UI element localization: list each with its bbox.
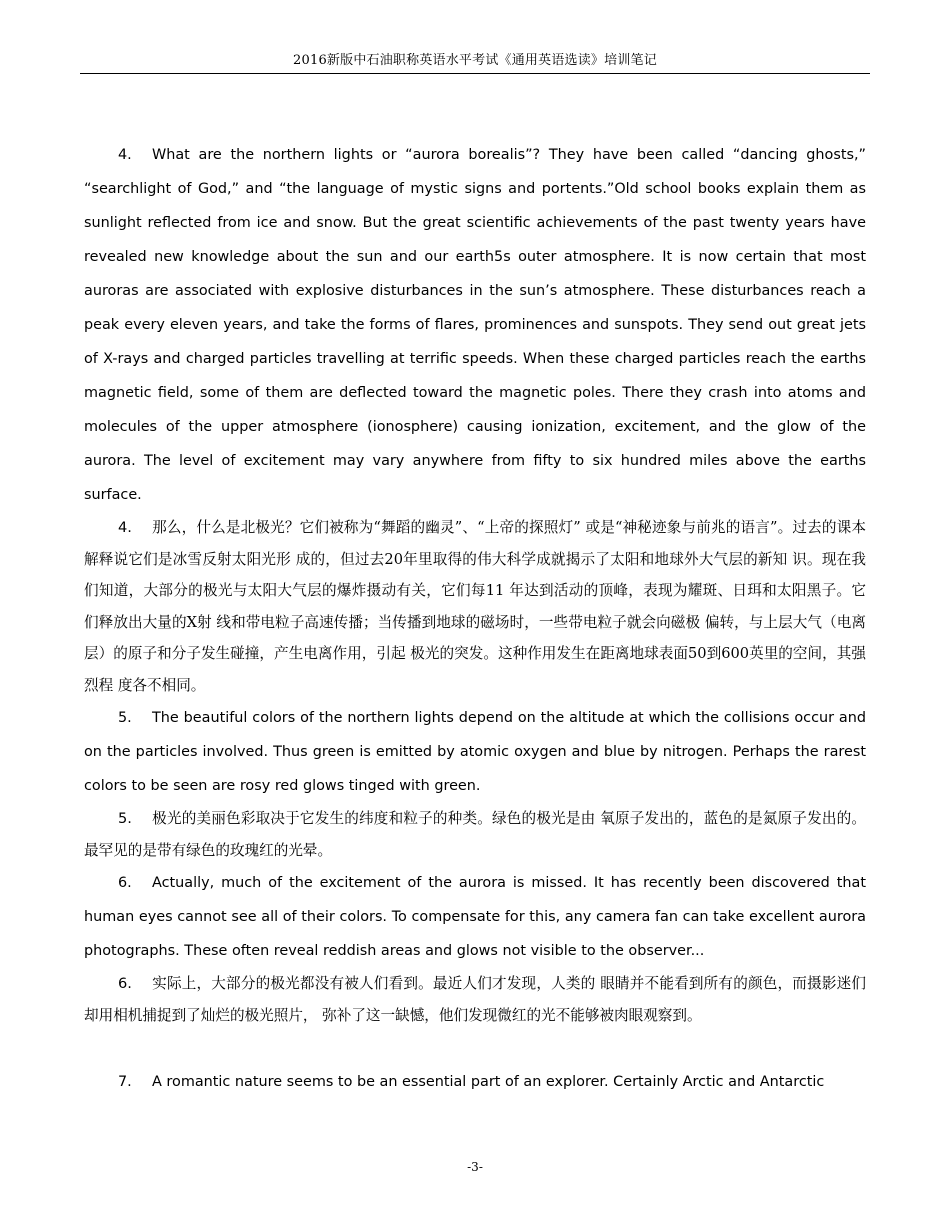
header-divider — [80, 73, 870, 74]
page-number: -3- — [467, 1160, 483, 1174]
paragraph-number: 5. — [118, 810, 132, 827]
paragraph-4-english — [84, 138, 866, 512]
paragraph-6-chinese — [84, 968, 866, 1031]
paragraph-text: 极光的美丽色彩取决于它发生的纬度和粒子的种类。绿色的极光是由 氧原子发出的，蓝色的是氮原子发出的。最罕见的是带有绿色的玫瑰红的光晕。 — [84, 810, 866, 859]
paragraph-5-english — [84, 701, 866, 803]
paragraph-number: 4. — [118, 519, 132, 536]
document-body — [84, 138, 866, 1099]
paragraph-number: 6. — [118, 975, 132, 992]
paragraph-text: 实际上，大部分的极光都没有被人们看到。最近人们才发现，人类的 眼睛并不能看到所有的颜色，而摄影迷们却用相机捕捉到了灿烂的极光照片， 弥补了这一缺憾，他们发现微红的光不能够被肉眼观察到。 — [84, 975, 866, 1024]
page-header-title: 2016新版中石油职称英语水平考试《通用英语选读》培训笔记 — [293, 53, 657, 68]
paragraph-text: A romantic nature seems to be an essential part of an explorer. Certainly Arctic and Antarctic — [152, 1074, 825, 1090]
paragraph-6-english — [84, 866, 866, 968]
paragraph-text: Actually, much of the excitement of the aurora is missed. It has recently been discovered that human eyes cannot see all of their colors. To compensate for this, any camera fan can take excellent aurora photographs. These often reveal reddish areas and glows not visible to the observer... — [84, 875, 866, 959]
paragraph-number: 7. — [118, 1074, 132, 1090]
paragraph-number: 6. — [118, 875, 132, 891]
paragraph-spacer — [84, 1031, 866, 1065]
paragraph-number: 5. — [118, 710, 132, 726]
paragraph-text: The beautiful colors of the northern lights depend on the altitude at which the collisions occur and on the particles involved. Thus green is emitted by atomic oxygen and blue by nitrogen. Perhaps the rarest colors to be seen are rosy red glows tinged with green. — [84, 710, 866, 794]
paragraph-text: 那么，什么是北极光？它们被称为“舞蹈的幽灵”、“上帝的探照灯” 或是“神秘迹象与前兆的语言”。过去的课本解释说它们是冰雪反射太阳光形 成的，但过去20年里取得的伟大科学成就揭示了太阳和地球外大气层的新知 识。现在我们知道，大部分的极光与太阳大气层的爆炸摄动有关，它们每11 年达到活动的顶峰，表现为耀斑、日珥和太阳黑子。它们释放出大量的X射 线和带电粒子高速传播；当传播到地球的磁场时，一些带电粒子就会向磁极 偏转，与上层大气（电离层）的原子和分子发生碰撞，产生电离作用，引起 极光的突发。这种作用发生在距离地球表面50到600英里的空间，其强烈程 度各不相同。 — [84, 519, 866, 694]
paragraph-text: What are the northern lights or “aurora borealis”? They have been called “dancing ghosts,” “searchlight of God,” and “the language of mystic signs and portents.”Old school books explain them as sunlight reflected from ice and snow. But the great scientific achievements of the past twenty years have revealed new knowledge about the sun and our earth5s outer atmosphere. It is now certain that most auroras are associated with explosive disturbances in the sun’s atmosphere. These disturbances reach a peak every eleven years, and take the forms of flares, prominences and sunspots. They send out great jets of X-rays and charged particles travelling at terrific speeds. When these charged particles reach the earths magnetic field, some of them are deflected toward the magnetic poles. There they crash into atoms and molecules of the upper atmosphere (ionosphere) causing ionization, excitement, and the glow of the aurora. The level of excitement may vary anywhere from fifty to six hundred miles above the earths surface. — [84, 147, 866, 503]
paragraph-4-chinese — [84, 512, 866, 701]
paragraph-5-chinese — [84, 803, 866, 866]
paragraph-number: 4. — [118, 147, 132, 163]
paragraph-7-english — [84, 1065, 866, 1099]
